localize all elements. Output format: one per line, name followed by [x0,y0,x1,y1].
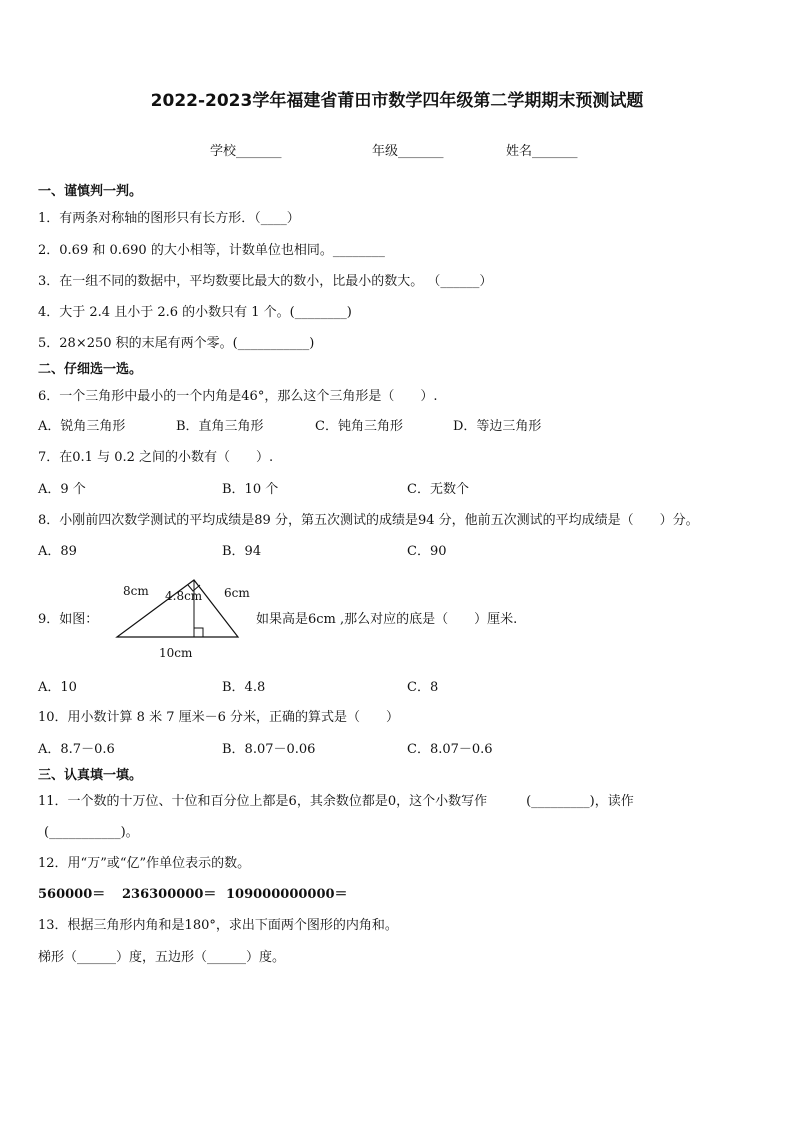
school-field: 学校_______ [210,144,282,159]
question-11-line1: 11．一个数的十万位、十位和百分位上都是6，其余数位都是0，这个小数写作 (_________)，读作 [38,794,634,809]
q6-option-d: D．等边三角形 [453,419,542,434]
q6-option-a: A．锐角三角形 [38,419,126,434]
q10-option-c: C．8.07－0.6 [407,742,493,757]
question-13: 13．根据三角形内角和是180°，求出下面两个图形的内角和。 [38,918,398,933]
question-1: 1．有两条对称轴的图形只有长方形．（____） [38,211,300,226]
q9-option-c: C．8 [407,680,439,695]
right-angle-mark-base [194,628,203,637]
grade-field: 年级_______ [372,144,444,159]
q10-option-b: B．8.07－0.06 [222,742,316,757]
q9-option-b: B．4.8 [222,680,266,695]
q8-option-a: A．89 [38,544,77,559]
q12-value-2: 236300000＝ [122,887,217,902]
section-heading-2: 二、仔细选一选。 [38,362,143,377]
q6-option-b: B．直角三角形 [176,419,264,434]
q8-option-c: C．90 [407,544,447,559]
q7-option-a: A．9 个 [38,482,86,497]
label-left-side: 8cm [123,584,149,598]
question-7: 7．在0.1 与 0.2 之间的小数有（ ）. [38,450,274,465]
question-12: 12．用“万”或“亿”作单位表示的数。 [38,856,251,871]
q7-option-c: C．无数个 [407,482,469,497]
name-field: 姓名_______ [506,144,578,159]
question-9-text: 如果高是6cm ,那么对应的底是（ ）厘米. [256,612,518,627]
section-heading-3: 三、认真填一填。 [38,768,143,783]
question-2: 2．0.69 和 0.690 的大小相等，计数单位也相同。________ [38,243,385,258]
page-title: 2022-2023学年福建省莆田市数学四年级第二学期期末预测试题 [150,91,644,111]
q6-option-c: C．钝角三角形 [315,419,403,434]
question-6: 6．一个三角形中最小的一个内角是46°，那么这个三角形是（ ）. [38,389,438,404]
triangle-figure [110,576,250,662]
q7-option-b: B．10 个 [222,482,279,497]
q10-option-a: A．8.7－0.6 [38,742,115,757]
question-11-line2: (___________)。 [44,825,139,840]
q12-value-3: 109000000000＝ [226,887,348,902]
label-right-side: 6cm [224,586,250,600]
label-height: 4.8cm [165,589,203,603]
question-8: 8．小刚前四次数学测试的平均成绩是89 分，第五次测试的成绩是94 分，他前五次测试的平均成绩是（ ）分。 [38,513,699,528]
question-3: 3．在一组不同的数据中，平均数要比最大的数小，比最小的数大。 （______） [38,274,493,289]
q9-option-a: A．10 [38,680,77,695]
question-5: 5．28×250 积的末尾有两个零。(___________) [38,336,315,351]
q8-option-b: B．94 [222,544,262,559]
label-base: 10cm [159,646,193,660]
question-10: 10．用小数计算 8 米 7 厘米－6 分米，正确的算式是（ ） [38,710,400,725]
question-4: 4．大于 2.4 且小于 2.6 的小数只有 1 个。(________) [38,305,352,320]
question-9-prefix: 9．如图： [38,612,99,627]
q12-value-1: 560000＝ [38,887,106,902]
section-heading-1: 一、谨慎判一判。 [38,184,143,199]
question-13-answer: 梯形（______）度，五边形（______）度。 [38,950,286,965]
